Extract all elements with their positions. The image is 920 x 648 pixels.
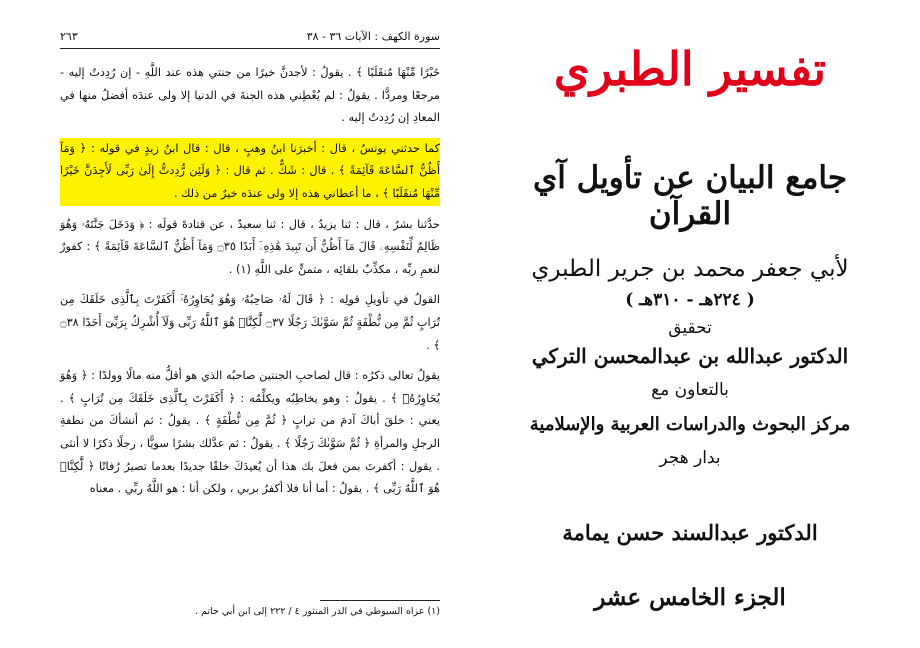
running-title: سورة الكهف : الآيات ٣٦ - ٣٨: [306, 30, 440, 43]
paragraph-3: حدَّثنا بشرٌ ، قال : ثنا يزيدُ ، قال : ثنا سعيدٌ ، عن قتادةَ قولَه : ﴿ وَدَخَلَ جَنَّتَهُۥ وَهُوَ ظَالِمٌ لِّنَفْسِهِۦ قَالَ مَآ أَظُنُّ أَن تَبِيدَ هَٰذِهِۦٓ أَبَدًا ۝٣٥ وَمَآ أَظُنُّ ٱلسَّاعَةَ قَآئِمَةً ﴾ : كفورٌ لنعمِ ربِّه ، مكذِّبٌ بلقائِه ، متمنٍّ على اللَّهِ (١) .: [60, 217, 440, 276]
footnote: (١) عزاه السيوطي في الدر المنثور ٤ / ٢٢٢ إلى ابن أبي حاتم .: [195, 606, 440, 617]
text-page: [60, 28, 440, 628]
publisher: بدار هجر: [659, 448, 721, 468]
paragraph-1: خَيْرًا مِّنْهَا مُنقَلَبًا ﴾ . يقولُ : لأجدنَّ خيرًا من جنتي هذه عند اللَّهِ - إن رُدِدتُ إليه - مرجعًا ومردًّا . يقولُ : لم يُعْطِني هذه الجنةَ في الدنيا إلا ولى عندَه أفضلُ منها في المعادِ إن رُدِدتُ إليه .: [60, 66, 440, 125]
body-text: [60, 62, 440, 509]
running-header: [60, 28, 440, 49]
tahqiq-label: تحقيق: [668, 318, 712, 338]
main-title: تفسير الطبري: [553, 42, 827, 96]
title-page: [500, 20, 880, 640]
author-dates: ( ٢٢٤هـ - ٣١٠هـ ): [625, 290, 755, 310]
second-editor-name: الدكتور عبدالسند حسن يمامة: [562, 520, 818, 545]
author: لأبي جعفر محمد بن جرير الطبري: [531, 256, 849, 282]
collaboration-label: بالتعاون مع: [651, 380, 729, 400]
highlighted-paragraph: كما حدثني يونسُ ، قال : أخبرَنا ابنُ وهبٍ ، قال : قال ابنُ زيدٍ في قوله : ﴿ وَمَآ أَظُنُّ ٱلسَّاعَةَ قَآئِمَةً ﴾ . قال : شَكٌّ . ثم قال : ﴿ وَلَئِن رُّدِدتُّ إِلَىٰ رَبِّى لَأَجِدَنَّ خَيْرًا مِّنْهَا مُنقَلَبًا ﴾ ، ما أعطاني هذه إلا ولى عندَه خيرٌ من ذلك .: [60, 138, 440, 206]
volume-label: الجزء الخامس عشر: [594, 584, 786, 611]
editor-name: الدكتور عبدالله بن عبدالمحسن التركي: [531, 344, 849, 368]
research-center: مركز البحوث والدراسات العربية والإسلامية: [529, 414, 851, 435]
paragraph-5: يقولُ تعالى ذكرُه : قال لصاحبِ الجنتين صاحبُه الذي هو أقلُّ منه مالًا وولدًا : ﴿ وَهُوَ يُحَاوِرُهُۥٓ ﴾ . يقولُ : وهو يخاطِبُه ويكلِّمُه : ﴿ أَكَفَرْتَ بِٱلَّذِى خَلَقَكَ مِن تُرَابٍ ﴾ . يعني : خلقَ أباكَ آدمَ من ترابٍ ﴿ ثُمَّ مِن نُّطْفَةٍ ﴾ . يقولُ : ثم أنشأكَ من نطفةِ الرجلِ والمرأةِ ﴿ ثُمَّ سَوَّىٰكَ رَجُلًا ﴾ . يقولُ : ثم عدَّلك بشرًا سويًّا ، رجلًا ذكرًا لا أنثى . يقول : أكفرتَ بمن فعلَ بك هذا أن يُعيدَكَ خلقًا جديدًا بعدما تصيرُ رُفاتًا ﴿ لَّٰكِنَّا۠ هُوَ ٱللَّهُ رَبِّى ﴾ . يقولُ : أما أنا فلا أكفرُ بربي ، ولكن أنا : هو اللَّهُ ربِّي . معناه: [60, 369, 440, 496]
page-number: ٢٦٣: [60, 30, 78, 43]
paragraph-4: القولُ في تأويلِ قولِه : ﴿ قَالَ لَهُۥ صَاحِبُهُۥ وَهُوَ يُحَاوِرُهُۥٓ أَكَفَرْتَ بِٱلَّذِى خَلَقَكَ مِن تُرَابٍ ثُمَّ مِن نُّطْفَةٍ ثُمَّ سَوَّىٰكَ رَجُلًا ۝٣٧ لَّٰكِنَّا۠ هُوَ ٱللَّهُ رَبِّى وَلَآ أُشْرِكُ بِرَبِّىٓ أَحَدًا ۝٣٨ ﴾ .: [60, 293, 440, 352]
footnote-rule: [320, 600, 440, 601]
subtitle: جامع البيان عن تأويل آي القرآن: [533, 160, 847, 232]
